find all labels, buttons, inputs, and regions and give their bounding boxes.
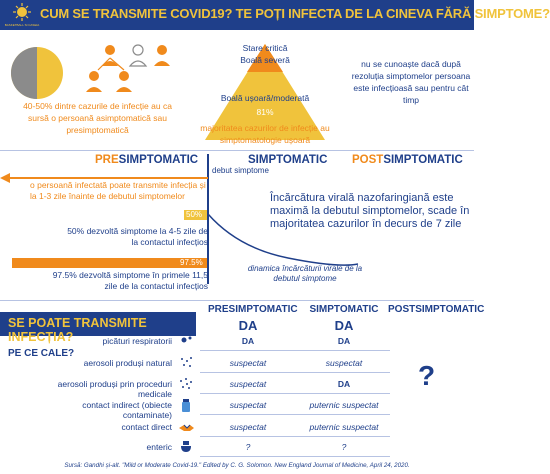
presymptomatic-infectious-text: o persoană infectată poate transmite infecția și la 1-3 zile înainte de debutul simptomelor — [30, 180, 206, 201]
viral-load-text: Încărcătura virală nazofaringiană este maximă la debutul simptomelor, scade în majoritatea cazurilor în decurs de 7 zile — [270, 192, 470, 230]
aerosol-icon — [178, 355, 194, 371]
col-presymptomatic-answer: DA — [238, 318, 258, 333]
pyramid-percent: 81% — [256, 107, 274, 117]
label-postsymptomatic: POSTSIMPTOMATIC — [352, 154, 463, 166]
onset-label: debut simptome — [212, 166, 269, 175]
row-label: contact indirect (obiecte contaminate) — [82, 400, 172, 420]
handshake-icon — [178, 419, 194, 435]
col-presymptomatic: PRESIMPTOMATIC — [208, 304, 298, 315]
row-presymptomatic-value: ? — [245, 442, 251, 452]
row-label: enteric — [146, 442, 172, 452]
post-answer: ? — [418, 360, 436, 391]
row-symptomatic-value: puternic suspectat — [309, 422, 379, 432]
droplets-icon — [178, 333, 194, 349]
row-presymptomatic-value: suspectat — [229, 379, 267, 389]
row-divider — [200, 436, 390, 437]
row-divider — [200, 456, 390, 457]
col-symptomatic-answer: DA — [334, 318, 354, 333]
page-title: CUM SE TRANSMITE COVID19? TE POȚI INFECTA DE LA CINEVA FĂRĂ SIMPTOME? — [40, 6, 550, 21]
divider-bottom — [0, 300, 474, 301]
divider-top — [0, 150, 474, 151]
row-label: picături respiratorii — [102, 336, 172, 346]
asymptomatic-text: 40-50% dintre cazurile de infecție au ca sursă o persoană asimptomatică sau presimptomatică — [23, 101, 172, 135]
row-divider — [200, 393, 390, 394]
col-postsymptomatic: POSTSIMPTOMATIC — [388, 304, 485, 315]
curve-caption: dinamica încărcăturii virale de la debutul simptome — [247, 264, 363, 283]
logo-icon — [4, 2, 40, 28]
how-label: PE CE CALE? — [8, 348, 75, 359]
row-divider — [200, 414, 390, 415]
pie-chart-icon — [8, 44, 66, 102]
label-presymptomatic: PRESIMPTOMATIC — [95, 154, 199, 166]
bar-50-label: 50% — [186, 210, 203, 219]
row-presymptomatic-value: suspectat — [229, 400, 267, 410]
row-presymptomatic-value: DA — [241, 336, 255, 346]
row-presymptomatic-value: suspectat — [229, 358, 267, 368]
row-label: aerosoli produși natural — [83, 358, 172, 368]
row-symptomatic-value: suspectat — [325, 358, 363, 368]
row-label: aerosoli produși prin proceduri medicale — [57, 379, 172, 399]
people-icon — [80, 36, 180, 102]
bar-97-percent — [12, 258, 207, 268]
row-symptomatic-value: puternic suspectat — [309, 400, 379, 410]
row-symptomatic-value: DA — [337, 336, 351, 346]
pyramid-critical: Stare critică — [242, 43, 288, 53]
pyramid-caption: majoritatea cazurilor de infecție au simptomatologie ușoară — [200, 123, 330, 145]
row-label: contact direct — [121, 422, 172, 432]
row-divider — [200, 350, 390, 351]
row-symptomatic-value: ? — [341, 442, 347, 452]
medical-aerosol-icon — [178, 376, 194, 392]
bar-97-text: 97.5% dezvoltă simptome în primele 11,5 zile de la contactul infecțios — [52, 270, 208, 291]
pyramid-severe: Boală severă — [240, 55, 290, 65]
bar-50-text: 50% dezvoltă simptome la 4-5 zile de la contactul infecțios — [67, 226, 208, 247]
row-divider — [200, 372, 390, 373]
source-footer: Sursă: Gandhi și-alt. "Mild or Moderate Covid-19." Edited by C. G. Solomon. New England Journal of Medicine, April 24, 2020. — [64, 462, 410, 469]
toilet-icon — [178, 439, 194, 455]
row-symptomatic-value: DA — [337, 379, 351, 389]
col-symptomatic: SIMPTOMATIC — [309, 304, 379, 315]
pyramid-mild: Boală ușoară/moderată — [220, 93, 310, 103]
bottle-icon — [178, 397, 194, 413]
bar-97-label: 97.5% — [180, 258, 203, 267]
row-presymptomatic-value: suspectat — [229, 422, 267, 432]
table-title: SE POATE TRANSMITE INFECȚIA? — [0, 312, 196, 336]
logo-text: BASKETBALL SI CASEIA — [4, 23, 40, 27]
post-unknown-text: nu se cunoaște dacă după rezoluția simptomelor persoana este infecțioasă sau pentru cât timp — [351, 59, 471, 105]
label-symptomatic: SIMPTOMATIC — [248, 154, 328, 166]
